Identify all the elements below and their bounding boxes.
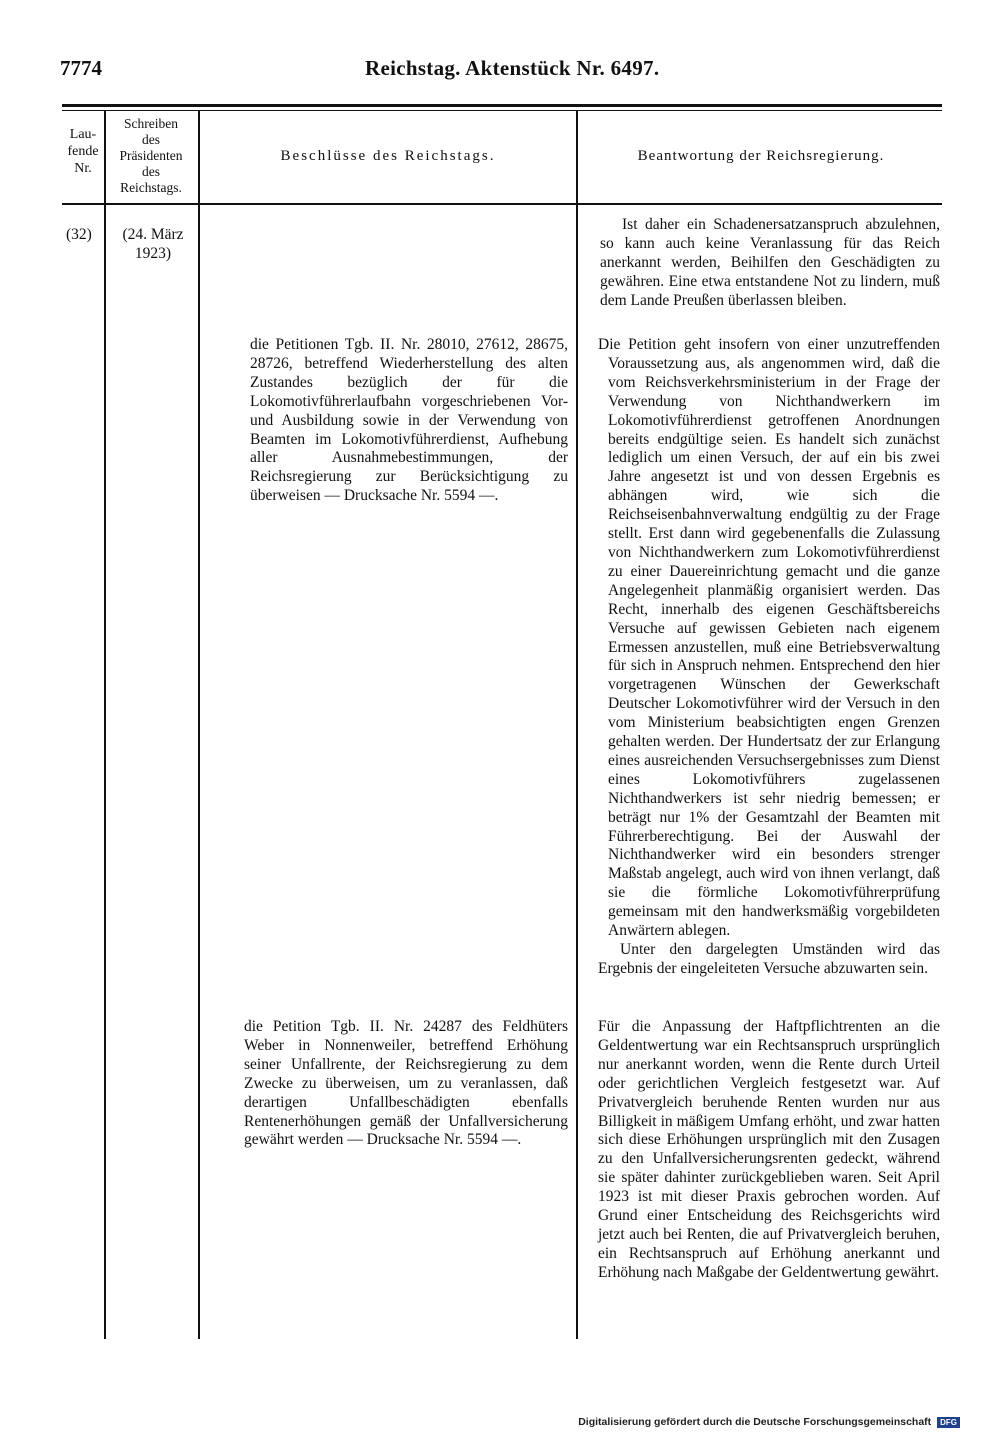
column-header-beantwortung: Beantwortung der Reichsregierung.: [637, 148, 885, 164]
continuation-answer-text: Ist daher ein Schadenersatzanspruch abzulehnen, so kann auch keine Veranlassung für das Reich anerkannt werden, Beihilfen den Geschädigten zu gewähren. Eine etwa entstandene Not zu lindern, muß dem Lande Preußen überlassen bleiben.: [600, 216, 940, 309]
running-title: Reichstag. Aktenstück Nr. 6497.: [365, 56, 660, 80]
column-rule-2: [198, 111, 200, 1339]
dfg-logo: DFG: [937, 1417, 960, 1428]
page-number: 7774: [60, 56, 102, 80]
antwort-2-paragraph-1: Für die Anpassung der Haftpflichtrenten an die Geldentwertung war ein Rechtsanspruch ursprünglich nur anerkannt worden, wenn die Rente durch Urteil oder gerichtlichen Vergleich festgesetzt war. Auf Privatvergleich beruhende Renten wurden nur aus Billigkeit in mäßigem Umfang erhöht, und zwar hatten sich diese Erhöhungen ursprünglich mit den Zusagen zu den Unfallversicherungsrenten gedeckt, während sie später dahinter zurückgeblieben waren. Seit April 1923 ist mit dieser Praxis gebrochen worden. Auf Grund einer Entscheidung des Reichsgerichts wird jetzt auch bei Renten, die auf Privatvergleich beruhen, ein Rechtsanspruch auf Erhöhung anerkannt und Erhöhung nach Maßgabe der Geldentwertung gewährt.: [598, 1018, 940, 1281]
continuation-answer: [600, 216, 940, 311]
row-number: (32): [66, 226, 92, 243]
column-header-beschluesse: Beschlüsse des Reichstags.: [280, 148, 496, 164]
column-rule-3: [576, 111, 578, 1339]
beschluss-1: die Petitionen Tgb. II. Nr. 28010, 27612, 28675, 28726, betreffend Wiederherstellung des alten Zustandes bezüglich der für die Lokomotivführerlaufbahn vorgeschriebenen Vor- und Ausbildung sowie in der Verwendung von Beamten im Lokomotivführerdienst, Aufhebung aller Ausnahmebestimmungen, der Reichsregierung zur Berücksichtigung zu überweisen — Drucksache Nr. 5594 —.: [250, 336, 568, 505]
antwort-1: [598, 336, 940, 979]
column-rule-1: [104, 111, 106, 1339]
footer-credit-text: Digitalisierung gefördert durch die Deutsche Forschungsgemeinschaft: [578, 1416, 932, 1428]
beschluss-2: die Petition Tgb. II. Nr. 24287 des Feldhüters Weber in Nonnenweiler, betreffend Erhöhung seiner Unfallrente, der Reichsregierung zu dem Zwecke zu überweisen, um zu veranlassen, daß derartigen Unfallbeschädigten ebenfalls Rentenerhöhungen gemäß der Unfallversicherung gewährt werden — Drucksache Nr. 5594 —.: [244, 1018, 568, 1149]
top-rule-thick: [62, 104, 942, 107]
column-header-schreiben: Schreiben des Präsidenten des Reichstags.: [119, 116, 183, 195]
row-date: (24. März 1923): [122, 226, 184, 262]
column-header-nr: Lau- fende Nr.: [67, 127, 99, 176]
header-rule: [62, 203, 942, 205]
top-rule-thin: [62, 110, 942, 111]
antwort-1-paragraph-2: Unter den dargelegten Umständen wird das Ergebnis der eingeleiteten Versuche abzuwarten sein.: [598, 941, 940, 977]
antwort-1-paragraph-1: Die Petition geht insofern von einer unzutreffenden Voraussetzung aus, als angenommen wird, daß die vom Reichsverkehrsministerium in der Frage der Verwendung von Nichthandwerkern im Lokomotivführerdienst getroffenen Anordnungen bereits endgültige seien. Es handelt sich zunächst lediglich um einen Versuch, der auf ein bis zwei Jahre angesetzt ist und von dessen Ergebnis es abhängen wird, wie sich die Reichseisenbahnverwaltung endgültig zu der Frage stellt. Erst dann wird gegebenenfalls die Zulassung von Nichthandwerkern zum Lokomotivführerdienst zu einer Dauereinrichtung gemacht und die ganze Angelegenheit planmäßig organisiert werden. Das Recht, innerhalb des eigenen Geschäftsbereichs Versuche auf gewissen Gebieten nach eigenem Ermessen anzustellen, muß eine Betriebsverwaltung für sich in Anspruch nehmen. Entsprechend den hier vorgetragenen Wünschen der Gewerkschaft Deutscher Lokomotivführer wird der Versuch in den vom Ministerium beabsichtigten engen Grenzen gehalten werden. Der Hundertsatz der zur Erlangung eines ausreichenden Versuchsergebnisses zum Dienst eines Lokomotivführers zugelassenen Nichthandwerkers ist sehr niedrig bemessen; er beträgt nur 1% der Gesamtzahl der Beamten mit Führerberechtigung. Bei der Auswahl der Nichthandwerker wird ein besonders strenger Maßstab angelegt, auch wird von ihnen verlangt, daß sie die förmliche Lokomotivführerprüfung gemeinsam mit den handwerksmäßig vorgebildeten Anwärtern ablegen.: [598, 336, 940, 940]
footer-credit: [578, 1416, 960, 1428]
antwort-2: [598, 1018, 940, 1283]
